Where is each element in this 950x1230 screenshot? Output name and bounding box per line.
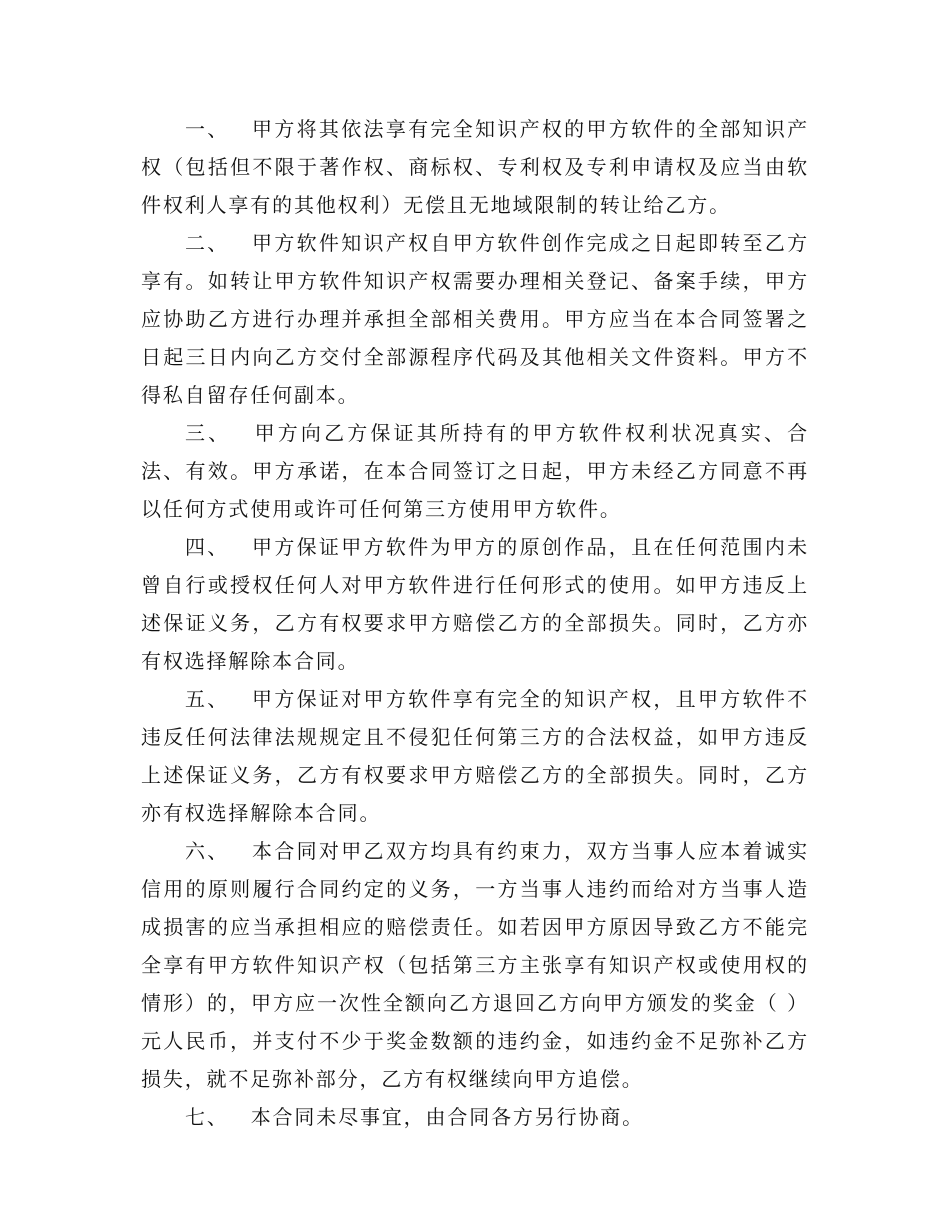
clause-number: 七、 [185,1105,229,1129]
clause-text: 甲方保证甲方软件为甲方的原创作品，且在任何范围内未曾自行或授权任何人对甲方软件进行任何形式的使用。如甲方违反上述保证义务，乙方有权要求甲方赔偿乙方的全部损失。同时，乙方亦有权选择解除本合同。 [141,535,809,673]
clause-6 [141,832,809,1098]
clause-2 [141,224,809,414]
clause-number: 六、 [185,839,230,863]
clause-4 [141,528,809,680]
clause-text: 甲方向乙方保证其所持有的甲方软件权利状况真实、合法、有效。甲方承诺，在本合同签订之日起，甲方未经乙方同意不再以任何方式使用或许可任何第三方使用甲方软件。 [141,421,809,521]
clause-text: 甲方将其依法享有完全知识产权的甲方软件的全部知识产权（包括但不限于著作权、商标权、专利权及专利申请权及应当由软件权利人享有的其他权利）无偿且无地域限制的转让给乙方。 [141,117,809,217]
clause-number: 五、 [185,687,230,711]
clause-text: 本合同对甲乙双方均具有约束力，双方当事人应本着诚实信用的原则履行合同约定的义务，一方当事人违约而给对方当事人造成损害的应当承担相应的赔偿责任。如若因甲方原因导致乙方不能完全享有甲方软件知识产权（包括第三方主张享有知识产权或使用权的情形）的，甲方应一次性全额向乙方退回乙方向甲方颁发的奖金（ ）元人民币，并支付不少于奖金数额的违约金，如违约金不足弥补乙方损失，就不足弥补部分，乙方有权继续向甲方追偿。 [141,839,809,1091]
clause-1 [141,110,809,224]
clause-number: 二、 [185,231,230,255]
clause-text: 甲方保证对甲方软件享有完全的知识产权，且甲方软件不违反任何法律法规规定且不侵犯任何第三方的合法权益，如甲方违反上述保证义务，乙方有权要求甲方赔偿乙方的全部损失。同时，乙方亦有权选择解除本合同。 [141,687,809,825]
clause-number: 一、 [185,117,230,141]
clause-text: 甲方软件知识产权自甲方软件创作完成之日起即转至乙方享有。如转让甲方软件知识产权需要办理相关登记、备案手续，甲方应协助乙方进行办理并承担全部相关费用。甲方应当在本合同签署之日起三日内向乙方交付全部源程序代码及其他相关文件资料。甲方不得私自留存任何副本。 [141,231,809,407]
clause-number: 四、 [185,535,230,559]
clause-5 [141,680,809,832]
clause-7 [141,1098,809,1136]
contract-body [141,110,809,1136]
clause-text: 本合同未尽事宜，由合同各方另行协商。 [250,1105,645,1129]
clause-3 [141,414,809,528]
clause-number: 三、 [185,421,232,445]
